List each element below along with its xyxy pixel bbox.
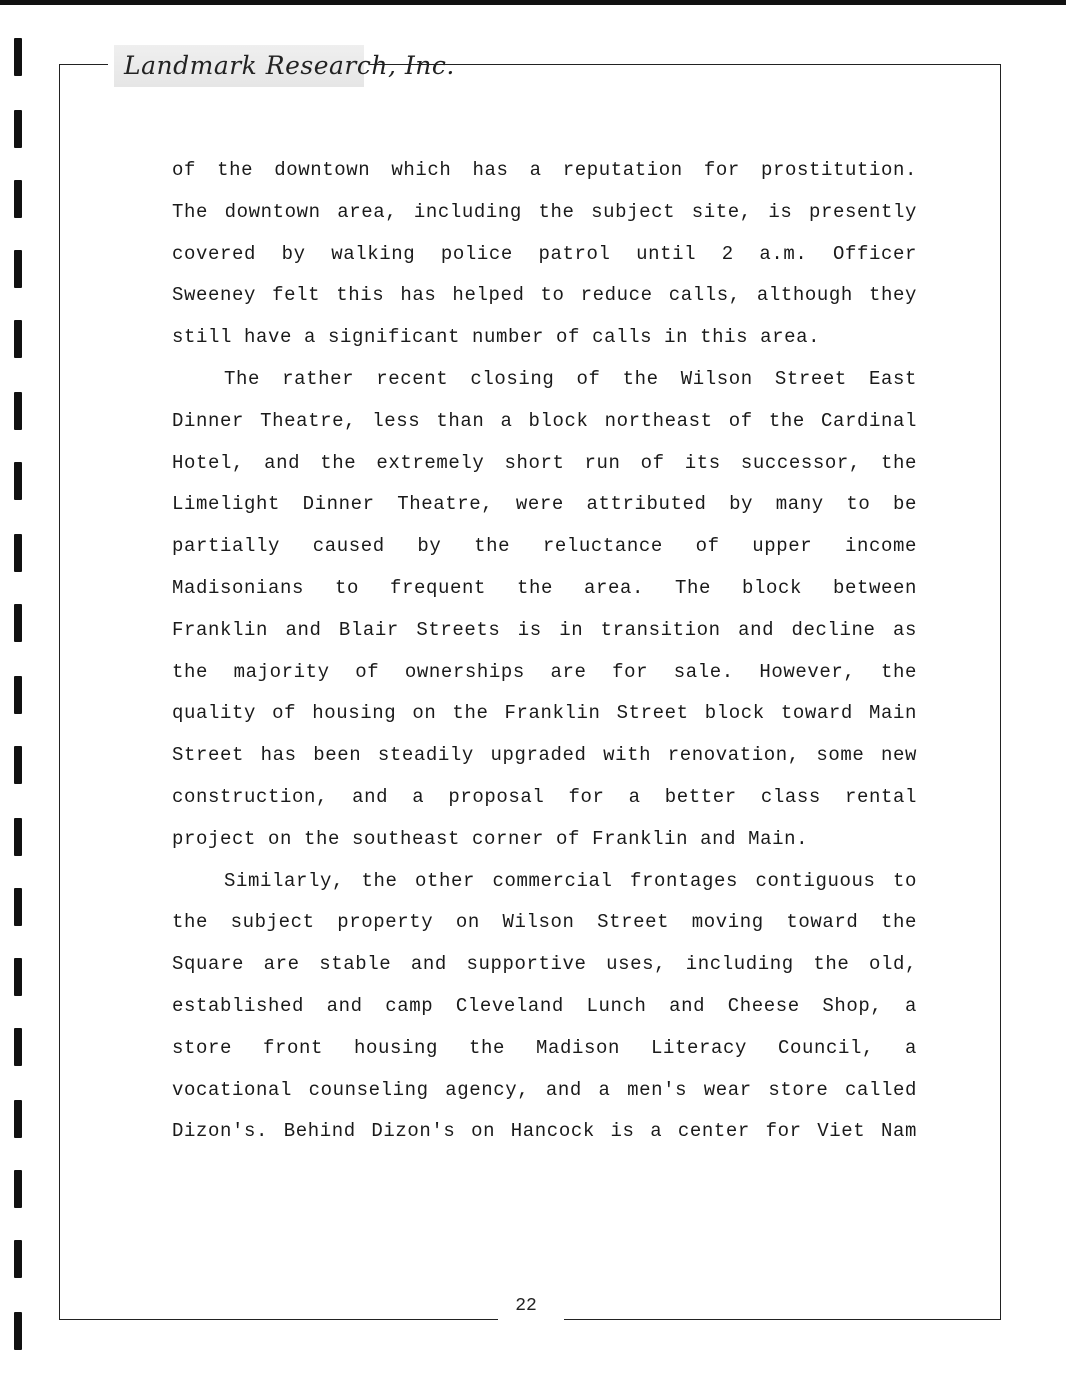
text-line: store front housing the Madison Literacy Council, a bbox=[172, 1036, 917, 1059]
binding-hole bbox=[14, 1312, 22, 1350]
page-number: 22 bbox=[515, 1296, 537, 1316]
paragraph-first-line: Similarly, the other commercial frontages contiguous to bbox=[224, 869, 917, 892]
binding-hole bbox=[14, 604, 22, 642]
binding-hole bbox=[14, 392, 22, 430]
binding-hole bbox=[14, 1028, 22, 1066]
binding-hole bbox=[14, 110, 22, 148]
text-line: the subject property on Wilson Street moving toward the bbox=[172, 911, 917, 934]
binding-hole bbox=[14, 1240, 22, 1278]
binding-hole bbox=[14, 676, 22, 714]
text-line: covered by walking police patrol until 2 a.m. Officer bbox=[172, 242, 917, 265]
text-line: vocational counseling agency, and a men's wear store called bbox=[172, 1078, 917, 1101]
text-line: Hotel, and the extremely short run of its successor, the bbox=[172, 451, 917, 474]
text-line: partially caused by the reluctance of upper income bbox=[172, 535, 917, 558]
logo-text: Landmark Research, Inc. bbox=[114, 45, 364, 87]
body-text bbox=[172, 150, 917, 1153]
text-line: Street has been steadily upgraded with renovation, some new bbox=[172, 744, 917, 767]
binding-hole bbox=[14, 180, 22, 218]
text-line: still have a significant number of calls in this area. bbox=[172, 326, 821, 349]
text-line: The downtown area, including the subject site, is presently bbox=[172, 200, 917, 223]
text-line: construction, and a proposal for a better class rental bbox=[172, 785, 917, 808]
text-line: Madisonians to frequent the area. The block between bbox=[172, 576, 917, 599]
binding-hole bbox=[14, 888, 22, 926]
paragraph-first-line: The rather recent closing of the Wilson Street East bbox=[224, 367, 917, 390]
binding-hole bbox=[14, 320, 22, 358]
text-line: Sweeney felt this has helped to reduce calls, although they bbox=[172, 284, 917, 307]
text-line: project on the southeast corner of Franklin and Main. bbox=[172, 827, 809, 850]
binding-hole bbox=[14, 746, 22, 784]
text-line: Limelight Dinner Theatre, were attributed by many to be bbox=[172, 493, 917, 516]
binding-hole bbox=[14, 534, 22, 572]
binding-holes bbox=[14, 0, 24, 1380]
binding-hole bbox=[14, 1170, 22, 1208]
binding-hole bbox=[14, 38, 22, 76]
binding-hole bbox=[14, 462, 22, 500]
text-line: established and camp Cleveland Lunch and Cheese Shop, a bbox=[172, 994, 917, 1017]
text-line: of the downtown which has a reputation for prostitution. bbox=[172, 159, 917, 181]
text-line: quality of housing on the Franklin Street block toward Main bbox=[172, 702, 917, 725]
company-logo bbox=[108, 45, 455, 87]
text-line: Dizon's. Behind Dizon's on Hancock is a center for Viet Nam bbox=[172, 1120, 917, 1143]
text-line: the majority of ownerships are for sale. However, the bbox=[172, 660, 917, 683]
binding-hole bbox=[14, 250, 22, 288]
binding-hole bbox=[14, 958, 22, 996]
text-line: Dinner Theatre, less than a block northeast of the Cardinal bbox=[172, 409, 917, 432]
binding-hole bbox=[14, 1100, 22, 1138]
binding-hole bbox=[14, 818, 22, 856]
text-line: Square are stable and supportive uses, including the old, bbox=[172, 953, 917, 976]
page-top-edge bbox=[0, 0, 1066, 5]
text-line: Franklin and Blair Streets is in transition and decline as bbox=[172, 618, 917, 641]
